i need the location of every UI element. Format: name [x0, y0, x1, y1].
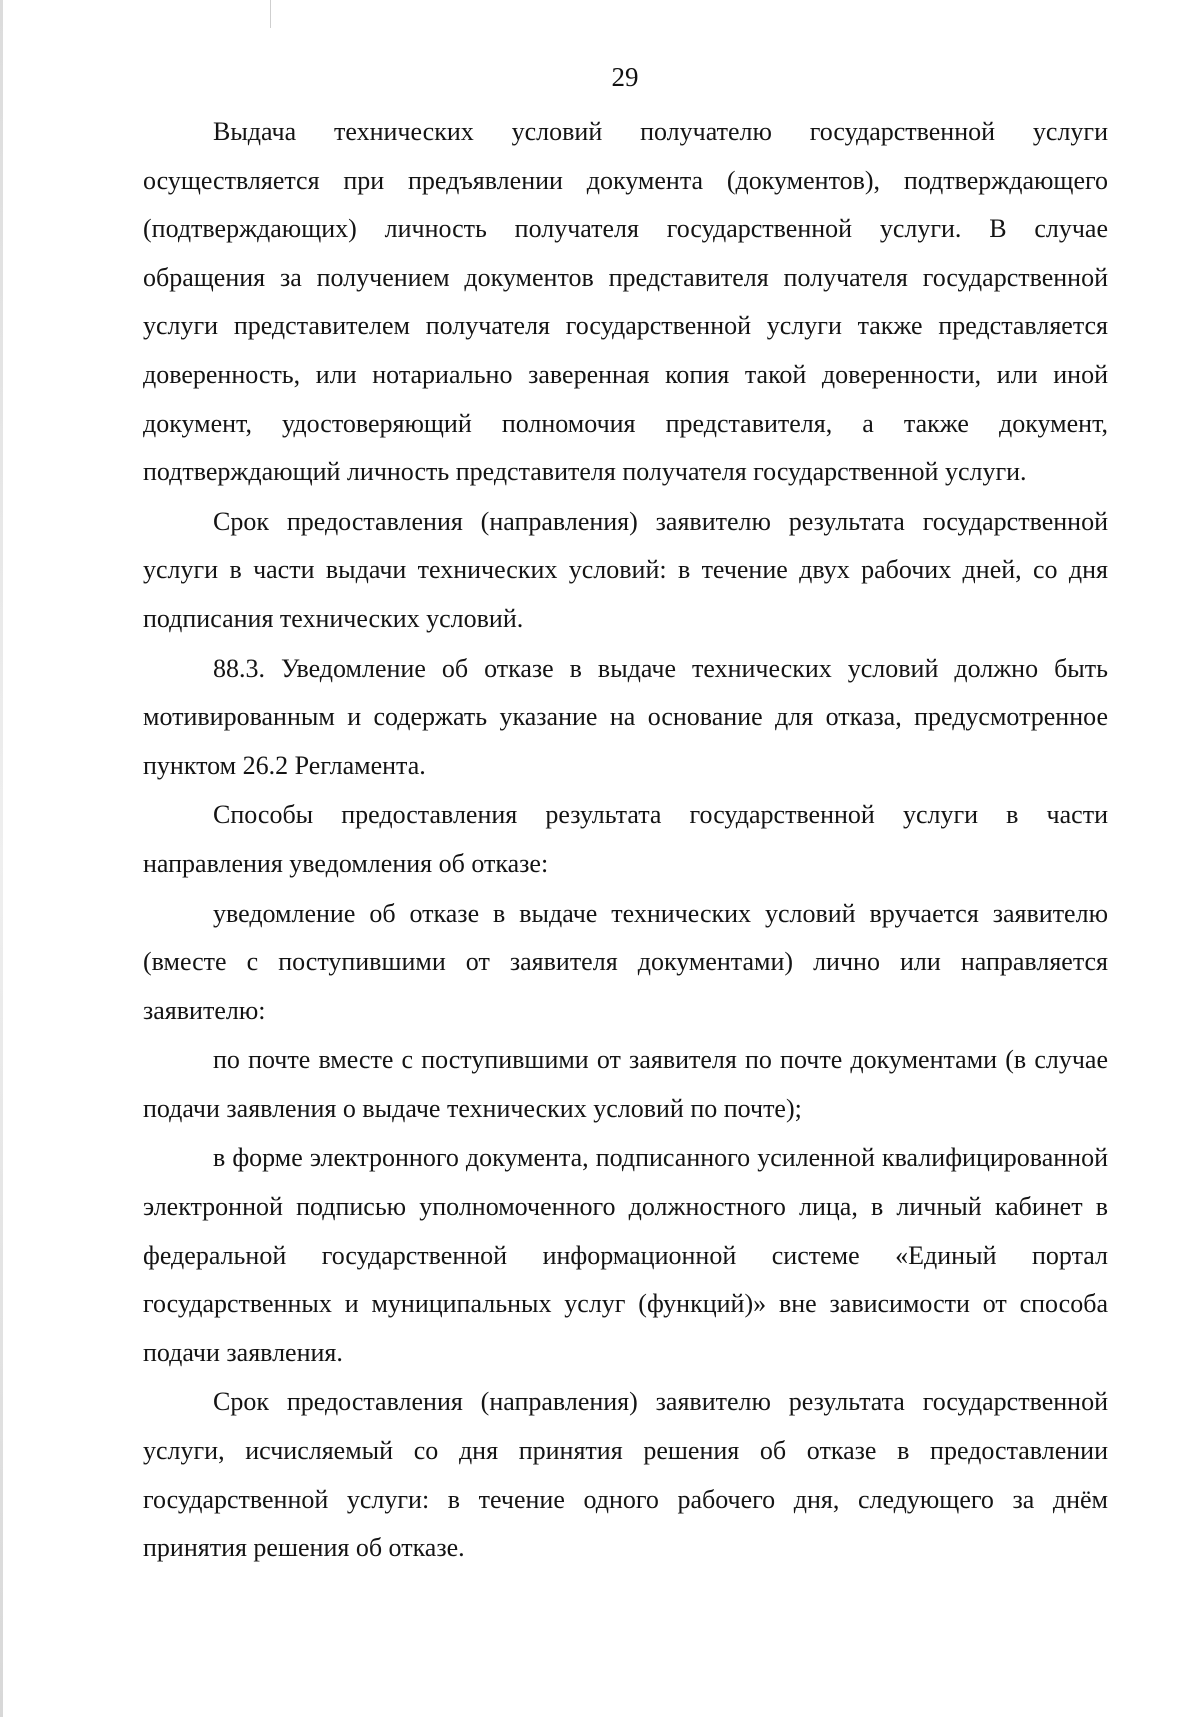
paragraph-issue-deadline: Срок предоставления (направления) заявителю результата государственной услуги в части выдачи технических условий: в течение двух рабочих дней, со дня подписания технических условий.: [143, 506, 1108, 633]
paragraph-identity-documents: Выдача технических условий получателю государственной услуги осуществляется при предъявлении документа (документов), подтверждающего (подтверждающих) личность получателя государственной услуги. В случае обращения за получением документов представителя получателя государственной услуги представителем получателя государственной услуги также представляется доверенность, или нотариально заверенная копия такой доверенности, или иной документ, удостоверяющий полномочия представителя, а также документ, подтверждающий личность представителя получателя государственной услуги.: [143, 117, 1108, 487]
paragraph-by-mail: по почте вместе с поступившими от заявителя по почте документами (в случае подачи заявления о выдаче технических условий по почте);: [143, 1045, 1108, 1123]
paragraph-delivery-methods: Способы предоставления результата государственной услуги в части направления уведомления об отказе:: [143, 800, 1108, 878]
paragraph-refusal-deadline: Срок предоставления (направления) заявителю результата государственной услуги, исчисляемый со дня принятия решения об отказе в предоставлении государственной услуги: в течение одного рабочего дня, следующего за днём принятия решения об отказе.: [143, 1387, 1108, 1563]
paragraph-electronic-form: в форме электронного документа, подписанного усиленной квалифицированной электронной подписью уполномоченного должностного лица, в личный кабинет в федеральной государственной информационной системе «Единый портал государственных и муниципальных услуг (функций)» вне зависимости от способа подачи заявления.: [143, 1143, 1108, 1367]
scan-artifact-line: [270, 0, 271, 28]
page-number: 29: [611, 62, 639, 92]
paragraph-handing-refusal: уведомление об отказе в выдаче технических условий вручается заявителю (вместе с поступившими от заявителя документами) лично или направляется заявителю:: [143, 898, 1108, 1025]
document-body: [143, 108, 1108, 1573]
paragraph-refusal-notice: 88.3. Уведомление об отказе в выдаче технических условий должно быть мотивированным и содержать указание на основание для отказа, предусмотренное пунктом 26.2 Регламента.: [143, 653, 1108, 780]
scan-edge: [0, 0, 3, 1717]
